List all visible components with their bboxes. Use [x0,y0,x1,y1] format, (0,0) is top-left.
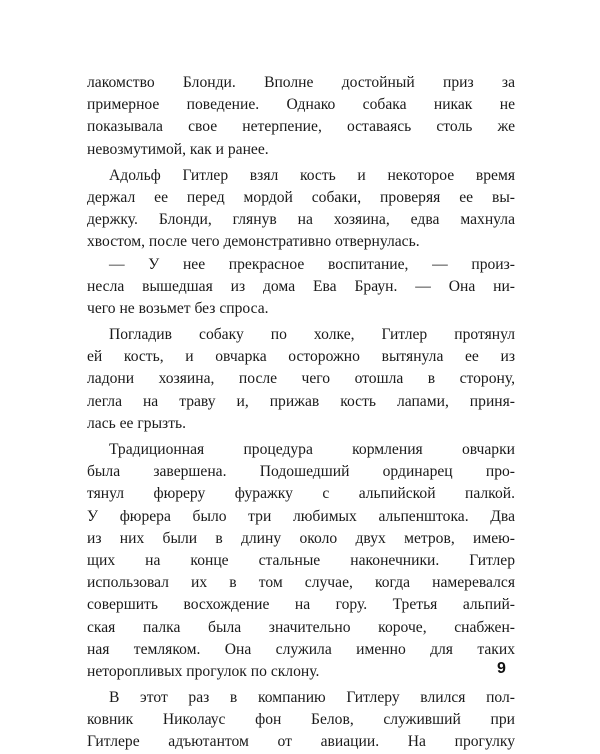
page-number: 9 [497,660,506,677]
text-line: совершить восхождение на гору. Третья альпий- [87,596,515,614]
text-line: легла на траву и, прижав кость лапами, приня- [87,392,515,410]
text-line: У фюрера было три любимых альпенштока. Два [87,507,515,525]
text-line: ная темляком. Она служила именно для таких [87,640,515,658]
text-line: лакомство Блонди. Вполне достойный приз за [87,74,515,91]
paragraph [87,165,515,254]
text-line: несла вышедшая из дома Ева Браун. — Она ни- [87,277,515,295]
paragraph [87,439,515,683]
text-line: примерное поведение. Однако собака никак не [87,96,515,114]
text-line: использовал их в том случае, когда намеревался [87,574,515,592]
text-line: держку. Блонди, глянув на хозяина, едва махнула [87,211,515,229]
text-line: Традиционная процедура кормления овчарки [109,441,515,458]
text-line: Гитлере адъютантом от авиации. На прогулку [87,733,515,751]
text-line: чего не возьмет без спроса. [87,299,269,317]
text-line: хвостом, после чего демонстративно отвернулась. [87,233,420,251]
paragraph [87,687,515,754]
text-line: была завершена. Подошедший ординарец про- [87,463,515,481]
page-body [87,72,515,754]
text-line: тянул фюреру фуражку с альпийской палкой. [87,485,515,503]
text-line: щих на конце стальные наконечники. Гитлер [87,551,515,569]
text-line: Погладив собаку по холке, Гитлер протянул [109,326,515,344]
text-line: лась ее грызть. [87,414,187,432]
text-line: неторопливых прогулок по склону. [87,662,320,680]
text-line: В этот раз в компанию Гитлеру влился пол- [109,689,515,707]
text-line: из них были в длину около двух метров, имею- [87,529,515,547]
text-line: ладони хозяина, после чего отошла в сторону, [87,370,515,388]
paragraph [87,72,515,161]
text-line: ская палка была значительно короче, снабжен- [87,618,515,636]
text-line: показывала свое нетерпение, оставаясь столь же [87,118,515,136]
paragraph [87,324,515,435]
text-line: невозмутимой, как и ранее. [87,140,269,158]
text-line: — У нее прекрасное воспитание, — произ- [109,255,515,273]
text-line: держал ее перед мордой собаки, проверяя ее вы- [87,188,515,206]
text-line: ковник Николаус фон Белов, служивший при [87,711,515,729]
text-line: ей кость, и овчарка осторожно вытянула ее из [87,348,515,366]
paragraph [87,254,515,321]
text-line: Адольф Гитлер взял кость и некоторое время [109,166,515,184]
